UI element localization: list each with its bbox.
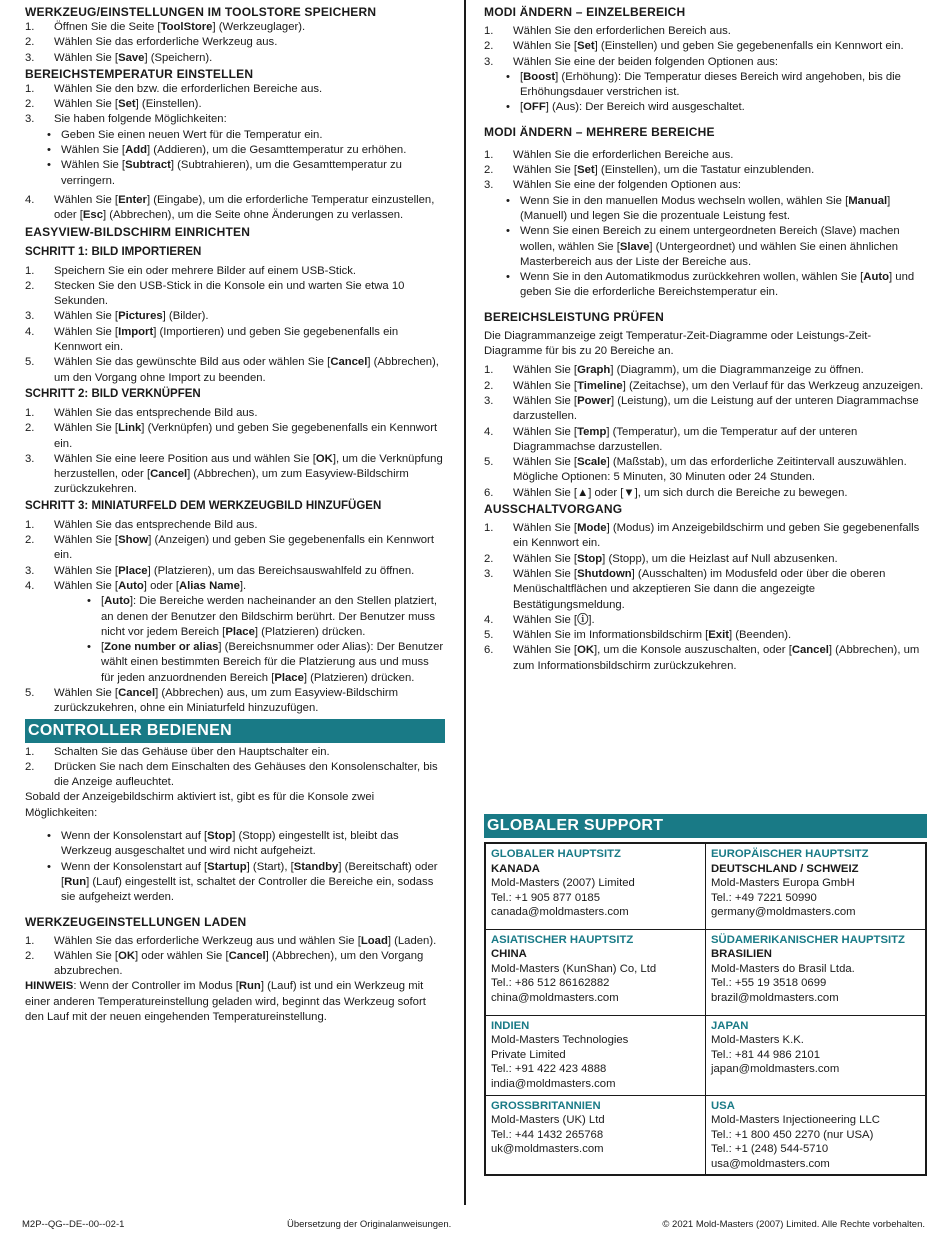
section-heading: MODI ÄNDERN – EINZELBEREICH bbox=[484, 5, 686, 19]
section-heading: BEREICHSTEMPERATUR EINSTELLEN bbox=[25, 66, 254, 81]
office-detail: Mold-Masters (UK) Ltd bbox=[491, 1114, 605, 1127]
step-number: 3. bbox=[25, 113, 35, 126]
step-text: Wählen Sie das erforderliche Werkzeug aus. bbox=[54, 36, 278, 49]
step-text: Schalten Sie das Gehäuse über den Hauptschalter ein. bbox=[54, 745, 330, 758]
section-heading: BEREICHSLEISTUNG PRÜFEN bbox=[484, 309, 664, 324]
office-detail: japan@moldmasters.com bbox=[711, 1063, 840, 1076]
step-number: 5. bbox=[484, 456, 494, 469]
step-text: Sie haben folgende Möglichkeiten: bbox=[54, 113, 227, 126]
step-text: Wählen Sie [Timeline] (Zeitachse), um den Verlauf für das Werkzeug anzuzeigen. bbox=[513, 379, 924, 392]
support-row bbox=[485, 843, 926, 929]
left-column bbox=[25, 4, 445, 1025]
step-text: Wählen Sie das entsprechende Bild aus. bbox=[54, 406, 258, 419]
step-text: Wählen Sie den bzw. die erforderlichen Bereiche aus. bbox=[54, 82, 323, 95]
numbered-step bbox=[25, 112, 445, 127]
numbered-step bbox=[25, 949, 445, 980]
step-text: Wählen Sie [Show] (Anzeigen) und geben Sie gegebenenfalls ein Kennwort ein. bbox=[54, 534, 434, 562]
step-number: 3. bbox=[484, 567, 494, 580]
office-detail: usa@moldmasters.com bbox=[711, 1157, 830, 1170]
office-detail: Mold-Masters Injectioneering LLC bbox=[711, 1114, 880, 1127]
step-number: 6. bbox=[484, 486, 494, 499]
support-office-cell bbox=[485, 843, 706, 929]
step-number: 3. bbox=[25, 564, 35, 577]
paragraph: Die Diagrammanzeige zeigt Temperatur-Zeit-Diagramme oder Leistungs-Zeit-Diagramme für bis zu 20 Bereiche an. bbox=[484, 329, 872, 358]
numbered-step bbox=[484, 455, 927, 486]
numbered-step bbox=[484, 39, 927, 54]
bullet-item bbox=[484, 194, 927, 225]
bullet-icon: • bbox=[506, 101, 510, 114]
step-number: 1. bbox=[25, 21, 35, 33]
section-heading: SCHRITT 3: MINIATURFELD DEM WERKZEUGBILD HINZUFÜGEN bbox=[25, 499, 382, 512]
footer-document-code: M2P--QG--DE--00--02-1 bbox=[22, 1219, 125, 1230]
numbered-step bbox=[484, 628, 927, 643]
step-text: Wählen Sie [Temp] (Temperatur), um die Temperatur auf der unteren Diagrammachse darzustellen. bbox=[513, 425, 858, 453]
bullet-item bbox=[25, 594, 445, 640]
bullet-icon: • bbox=[506, 70, 510, 83]
step-text: Speichern Sie ein oder mehrere Bilder auf einem USB-Stick. bbox=[54, 264, 357, 277]
numbered-step bbox=[25, 745, 445, 760]
step-text: Wählen Sie das erforderliche Werkzeug aus und wählen Sie [Load] (Laden). bbox=[54, 934, 437, 947]
numbered-step bbox=[25, 193, 445, 224]
spacer bbox=[484, 140, 927, 148]
numbered-step bbox=[484, 148, 927, 163]
step-text: Wählen Sie das entsprechende Bild aus. bbox=[54, 518, 258, 531]
numbered-step bbox=[25, 579, 445, 594]
step-number: 2. bbox=[25, 534, 35, 547]
step-text: Wählen Sie eine der folgenden Optionen aus: bbox=[513, 179, 741, 192]
numbered-step bbox=[25, 325, 445, 356]
office-region: GLOBALER HAUPTSITZ bbox=[491, 848, 621, 860]
step-text: Wählen Sie [OK], um die Konsole auszuschalten, oder [Cancel] (Abbrechen), um zum Informationsbildschirm zurückzukehren. bbox=[513, 644, 920, 672]
bullet-item bbox=[484, 70, 927, 101]
section-heading: EASYVIEW-BILDSCHIRM EINRICHTEN bbox=[25, 224, 251, 239]
step-text: Wählen Sie die erforderlichen Bereiche aus. bbox=[513, 148, 734, 161]
office-detail: Mold-Masters Europa GmbH bbox=[711, 877, 855, 890]
support-office-cell bbox=[706, 1015, 927, 1095]
support-row bbox=[485, 1015, 926, 1095]
bullet-icon: • bbox=[47, 830, 51, 843]
step-number: 1. bbox=[484, 364, 494, 377]
step-number: 3. bbox=[25, 310, 35, 323]
office-region: INDIEN bbox=[491, 1019, 530, 1032]
step-text: Drücken Sie nach dem Einschalten des Gehäuses den Konsolenschalter, bis die Anzeige aufleuchtet. bbox=[54, 760, 438, 789]
step-text: Wählen Sie [Auto] oder [Alias Name]. bbox=[54, 579, 247, 592]
office-country: BRASILIEN bbox=[711, 948, 772, 961]
office-region: SÜDAMERIKANISCHER HAUPTSITZ bbox=[711, 933, 905, 946]
bullet-item bbox=[484, 270, 927, 301]
office-detail: india@moldmasters.com bbox=[491, 1077, 616, 1090]
office-detail: Mold-Masters (KunShan) Co, Ltd bbox=[491, 962, 657, 975]
step-text: Wählen Sie [Set] (Einstellen). bbox=[54, 98, 202, 111]
step-number: 1. bbox=[484, 148, 494, 161]
bullet-text: Wenn Sie in den Automatikmodus zurückkehren wollen, wählen Sie [Auto] und geben Sie die erforderliche Bereichstemperatur ein. bbox=[520, 271, 915, 299]
step-text: Öffnen Sie die Seite [ToolStore] (Werkzeuglager). bbox=[54, 21, 306, 33]
step-number: 1. bbox=[25, 264, 35, 277]
step-number: 4. bbox=[25, 579, 35, 592]
step-number: 1. bbox=[484, 522, 494, 535]
numbered-step bbox=[25, 934, 445, 949]
step-text: Stecken Sie den USB-Stick in die Konsole ein und warten Sie etwa 10 Sekunden. bbox=[54, 279, 405, 308]
numbered-step bbox=[484, 394, 927, 425]
support-office-cell bbox=[706, 843, 927, 929]
numbered-step bbox=[25, 309, 445, 324]
office-detail: Tel.: +49 7221 50990 bbox=[711, 891, 817, 904]
office-detail: Tel.: +1 (248) 544-5710 bbox=[711, 1143, 829, 1156]
step-text: Wählen Sie [Cancel] (Abbrechen) aus, um zum Easyview-Bildschirm zurückzukehren, ohne ein Miniaturfeld hinzuzufügen. bbox=[54, 686, 399, 715]
step-text: Wählen Sie [Link] (Verknüpfen) und geben Sie gegebenenfalls ein Kennwort ein. bbox=[54, 422, 438, 450]
step-number: 1. bbox=[25, 934, 35, 947]
office-detail: Tel.: +55 19 3518 0699 bbox=[711, 977, 827, 990]
step-text: Wählen Sie im Informationsbildschirm [Exit] (Beenden). bbox=[513, 629, 792, 642]
step-text: Wählen Sie das gewünschte Bild aus oder wählen Sie [Cancel] (Abbrechen), um den Vorgang ohne Import zu beenden. bbox=[54, 356, 439, 384]
office-region: USA bbox=[711, 1099, 735, 1112]
bullet-text: [Auto]: Die Bereiche werden nacheinander an den Stellen platziert, an denen der Benutzer den Bildschirm berührt. Der Benutzer muss nicht vor jedem Bereich [Place] (Platzieren) drücken. bbox=[101, 595, 437, 638]
step-number: 4. bbox=[484, 425, 494, 438]
step-number: 3. bbox=[25, 51, 35, 64]
footer-translation-note: Übersetzung der Originalanweisungen. bbox=[287, 1219, 452, 1230]
numbered-step bbox=[484, 425, 927, 456]
bullet-item bbox=[25, 143, 445, 158]
bullet-text: Wenn Sie in den manuellen Modus wechseln wollen, wählen Sie [Manual] (Manuell) und legen Sie die prozentuale Leistung fest. bbox=[520, 194, 891, 222]
bullet-item bbox=[484, 100, 927, 115]
bullet-text: Wenn der Konsolenstart auf [Stop] (Stopp) eingestellt ist, bleibt das Werkzeug ausgeschaltet und wird nicht aufgeheizt. bbox=[61, 830, 399, 858]
numbered-step bbox=[484, 163, 927, 178]
numbered-step bbox=[484, 24, 927, 39]
step-number: 6. bbox=[484, 644, 494, 657]
numbered-step bbox=[484, 486, 927, 501]
office-region: ASIATISCHER HAUPTSITZ bbox=[491, 933, 634, 946]
support-office-cell bbox=[485, 929, 706, 1015]
step-number: 4. bbox=[484, 613, 494, 626]
numbered-step bbox=[484, 567, 927, 613]
step-number: 2. bbox=[484, 164, 494, 177]
section-heading: WERKZEUGEINSTELLUNGEN LADEN bbox=[25, 914, 247, 929]
office-detail: germany@moldmasters.com bbox=[711, 906, 856, 919]
office-region: JAPAN bbox=[711, 1019, 749, 1032]
office-detail: china@moldmasters.com bbox=[491, 991, 619, 1004]
bullet-text: [OFF] (Aus): Der Bereich wird ausgeschaltet. bbox=[520, 101, 745, 114]
step-text: Wählen Sie [Set] (Einstellen), um die Tastatur einzublenden. bbox=[513, 164, 815, 177]
global-support-title: GLOBALER SUPPORT bbox=[484, 814, 927, 838]
step-text: Wählen Sie [Set] (Einstellen) und geben Sie gegebenenfalls ein Kennwort ein. bbox=[513, 40, 904, 53]
section-band-title: CONTROLLER BEDIENEN bbox=[25, 719, 445, 743]
bullet-icon: • bbox=[47, 144, 51, 157]
step-number: 4. bbox=[25, 325, 35, 338]
step-number: 2. bbox=[25, 279, 35, 292]
step-number: 3. bbox=[484, 55, 494, 68]
bullet-text: Geben Sie einen neuen Wert für die Temperatur ein. bbox=[61, 128, 323, 141]
step-number: 2. bbox=[25, 949, 35, 962]
bullet-icon: • bbox=[506, 225, 510, 238]
step-number: 4. bbox=[25, 193, 35, 206]
step-text: Wählen Sie eine leere Position aus und wählen Sie [OK], um die Verknüpfung herzustellen, oder [Cancel] (Abbrechen), um zum Easyview-Bildschirm zurückzukehren. bbox=[54, 452, 443, 496]
numbered-step bbox=[484, 178, 927, 193]
section-heading: MODI ÄNDERN – MEHRERE BEREICHE bbox=[484, 124, 715, 139]
step-number: 3. bbox=[484, 394, 494, 407]
office-country: DEUTSCHLAND / SCHWEIZ bbox=[711, 862, 859, 875]
step-number: 2. bbox=[484, 379, 494, 392]
numbered-step bbox=[25, 51, 445, 66]
step-number: 1. bbox=[25, 518, 35, 531]
numbered-step bbox=[25, 279, 445, 310]
step-text: Wählen Sie [Place] (Platzieren), um das Bereichsauswahlfeld zu öffnen. bbox=[54, 564, 415, 577]
numbered-step bbox=[25, 35, 445, 50]
step-text: Wählen Sie [▲] oder [▼], um sich durch die Bereiche zu bewegen. bbox=[513, 486, 848, 499]
support-row bbox=[485, 1095, 926, 1175]
step-text: Wählen Sie [Import] (Importieren) und geben Sie gegebenenfalls ein Kennwort ein. bbox=[54, 325, 399, 354]
section-heading: SCHRITT 1: BILD IMPORTIEREN bbox=[25, 245, 202, 258]
step-number: 3. bbox=[25, 452, 35, 465]
office-country: CHINA bbox=[491, 948, 527, 961]
right-column-body bbox=[484, 4, 927, 674]
step-number: 5. bbox=[25, 356, 35, 369]
bullet-icon: • bbox=[47, 159, 51, 172]
numbered-step bbox=[25, 355, 445, 386]
numbered-step bbox=[25, 406, 445, 421]
step-text: Wählen Sie eine der beiden folgenden Optionen aus: bbox=[513, 55, 779, 68]
numbered-step bbox=[25, 421, 445, 452]
bullet-text: Wenn Sie einen Bereich zu einem untergeordneten Bereich (Slave) machen wollen, wählen Sie [Slave] (Untergeordnet) und wählen Sie einen ähnlichen Masterbereich aus der Liste der Bereiche aus. bbox=[520, 225, 900, 268]
support-office-cell bbox=[706, 929, 927, 1015]
numbered-step bbox=[25, 82, 445, 97]
bullet-text: [Zone number or alias] (Bereichsnummer oder Alias): Der Benutzer wählt einen bestimmten Bereich für die Platzierung aus und muss für jeden anzuordnenden Bereich [Place] (Platzieren) drücken. bbox=[101, 641, 444, 684]
step-number: 2. bbox=[484, 40, 494, 53]
office-detail: Mold-Masters do Brasil Ltda. bbox=[711, 962, 855, 975]
support-office-cell bbox=[485, 1015, 706, 1095]
step-number: 2. bbox=[25, 36, 35, 49]
office-detail: brazil@moldmasters.com bbox=[711, 991, 839, 1004]
office-region: EUROPÄISCHER HAUPTSITZ bbox=[711, 848, 869, 860]
step-text: Wählen Sie [Save] (Speichern). bbox=[54, 51, 213, 64]
bullet-icon: • bbox=[47, 860, 51, 873]
step-text: Wählen Sie [ⓘ]. bbox=[513, 613, 595, 626]
numbered-step bbox=[484, 643, 927, 674]
step-text: Wählen Sie [Enter] (Eingabe), um die erforderliche Temperatur einzustellen, oder [Esc] (Abbrechen), um die Seite ohne Änderungen zu verlassen. bbox=[54, 193, 435, 222]
bullet-item bbox=[25, 860, 445, 906]
numbered-step bbox=[484, 363, 927, 378]
support-table bbox=[484, 842, 927, 1176]
bullet-text: Wählen Sie [Add] (Addieren), um die Gesamttemperatur zu erhöhen. bbox=[61, 144, 407, 157]
bullet-item bbox=[25, 128, 445, 143]
bullet-item bbox=[484, 224, 927, 270]
step-number: 2. bbox=[25, 422, 35, 435]
bullet-item bbox=[25, 158, 445, 189]
office-region: GROSSBRITANNIEN bbox=[491, 1099, 601, 1112]
numbered-step bbox=[25, 686, 445, 717]
section-heading: AUSSCHALTVORGANG bbox=[484, 502, 623, 517]
step-number: 1. bbox=[484, 25, 494, 37]
step-number: 2. bbox=[25, 98, 35, 111]
step-text: Wählen Sie den erforderlichen Bereich aus. bbox=[513, 25, 731, 37]
spacer bbox=[25, 821, 445, 829]
office-country: KANADA bbox=[491, 862, 540, 875]
bullet-icon: • bbox=[87, 641, 91, 654]
spacer bbox=[484, 301, 927, 309]
numbered-step bbox=[25, 264, 445, 279]
step-number: 1. bbox=[25, 406, 35, 419]
spacer bbox=[484, 116, 927, 124]
numbered-step bbox=[25, 533, 445, 564]
bullet-text: Wenn der Konsolenstart auf [Startup] (Start), [Standby] (Bereitschaft) oder [Run] (Lauf) eingestellt ist, schaltet der Controller die Bereiche ein, sodass sie aufgeheizt werden. bbox=[61, 860, 438, 904]
office-detail: Mold-Masters K.K. bbox=[711, 1034, 804, 1047]
bullet-text: [Boost] (Erhöhung): Die Temperatur dieses Bereich wird angehoben, bis die Erhöhungsdauer verstrichen ist. bbox=[520, 70, 901, 99]
bullet-icon: • bbox=[506, 271, 510, 284]
office-detail: Tel.: +1 800 450 2270 (nur USA) bbox=[711, 1128, 874, 1141]
step-text: Wählen Sie [OK] oder wählen Sie [Cancel] (Abbrechen), um den Vorgang abzubrechen. bbox=[54, 949, 424, 978]
step-text: Wählen Sie [Mode] (Modus) im Anzeigebildschirm und geben Sie gegebenenfalls ein Kennwort ein. bbox=[513, 522, 920, 550]
bullet-item bbox=[25, 829, 445, 860]
numbered-step bbox=[25, 452, 445, 498]
office-detail: Tel.: +86 512 86162882 bbox=[491, 977, 610, 990]
numbered-step bbox=[484, 613, 927, 628]
step-text: Wählen Sie [Shutdown] (Ausschalten) im Modusfeld oder über die oberen Menüschaltflächen und akzeptieren Sie dann die angezeigte Bestätigungsmeldung. bbox=[513, 567, 886, 611]
column-divider bbox=[464, 0, 466, 1205]
right-column bbox=[484, 4, 927, 1170]
paragraph: Sobald der Anzeigebildschirm aktiviert ist, gibt es für die Konsole zwei Möglichkeiten: bbox=[25, 791, 375, 819]
numbered-step bbox=[484, 521, 927, 552]
office-detail: uk@moldmasters.com bbox=[491, 1143, 604, 1156]
numbered-step bbox=[484, 55, 927, 70]
office-detail: Tel.: +44 1432 265768 bbox=[491, 1128, 604, 1141]
numbered-step bbox=[25, 518, 445, 533]
paragraph: HINWEIS: Wenn der Controller im Modus [Run] (Lauf) ist und ein Werkzeug mit einer anderen Temperatureinstellung geladen wird, beginnt das Werkzeug sofort den Lauf mit der neuen eingehenden Temperatureinstellung. bbox=[25, 980, 426, 1024]
step-number: 1. bbox=[25, 82, 35, 95]
step-number: 2. bbox=[25, 760, 35, 773]
numbered-step bbox=[25, 97, 445, 112]
step-text: Wählen Sie [Stop] (Stopp), um die Heizlast auf Null abzusenken. bbox=[513, 552, 838, 565]
section-heading: WERKZEUG/EINSTELLUNGEN IM TOOLSTORE SPEICHERN bbox=[25, 5, 377, 19]
bullet-icon: • bbox=[506, 194, 510, 207]
support-office-cell bbox=[706, 1095, 927, 1175]
step-text: Wählen Sie [Pictures] (Bilder). bbox=[54, 310, 209, 323]
step-number: 5. bbox=[25, 686, 35, 699]
step-number: 3. bbox=[484, 179, 494, 192]
bullet-icon: • bbox=[87, 595, 91, 608]
support-row bbox=[485, 929, 926, 1015]
numbered-step bbox=[25, 564, 445, 579]
step-text: Wählen Sie [Power] (Leistung), um die Leistung auf der unteren Diagrammachse darzustellen. bbox=[513, 394, 919, 423]
step-text: Wählen Sie [Scale] (Maßstab), um das erforderliche Zeitintervall auszuwählen. Mögliche Optionen: 5 Minuten, 30 Minuten oder 24 Stunden. bbox=[513, 456, 907, 484]
office-detail: Mold-Masters (2007) Limited bbox=[491, 877, 635, 890]
global-support-section bbox=[484, 814, 927, 1176]
step-number: 2. bbox=[484, 552, 494, 565]
numbered-step bbox=[25, 760, 445, 791]
office-detail: Private Limited bbox=[491, 1048, 566, 1061]
step-number: 5. bbox=[484, 629, 494, 642]
numbered-step bbox=[484, 379, 927, 394]
section-heading: SCHRITT 2: BILD VERKNÜPFEN bbox=[25, 387, 201, 400]
step-text: Wählen Sie [Graph] (Diagramm), um die Diagrammanzeige zu öffnen. bbox=[513, 364, 864, 377]
step-number: 1. bbox=[25, 745, 35, 758]
bullet-icon: • bbox=[47, 128, 51, 141]
numbered-step bbox=[484, 552, 927, 567]
numbered-step bbox=[25, 20, 445, 35]
office-detail: Tel.: +91 422 423 4888 bbox=[491, 1063, 607, 1076]
spacer bbox=[25, 906, 445, 914]
office-detail: Tel.: +81 44 986 2101 bbox=[711, 1048, 820, 1061]
support-office-cell bbox=[485, 1095, 706, 1175]
office-detail: canada@moldmasters.com bbox=[491, 906, 629, 919]
office-detail: Tel.: +1 905 877 0185 bbox=[491, 891, 600, 904]
office-detail: Mold-Masters Technologies bbox=[491, 1034, 629, 1047]
footer-copyright: © 2021 Mold-Masters (2007) Limited. Alle Rechte vorbehalten. bbox=[662, 1219, 925, 1230]
bullet-text: Wählen Sie [Subtract] (Subtrahieren), um die Gesamttemperatur zu verringern. bbox=[61, 159, 402, 187]
bullet-item bbox=[25, 640, 445, 686]
